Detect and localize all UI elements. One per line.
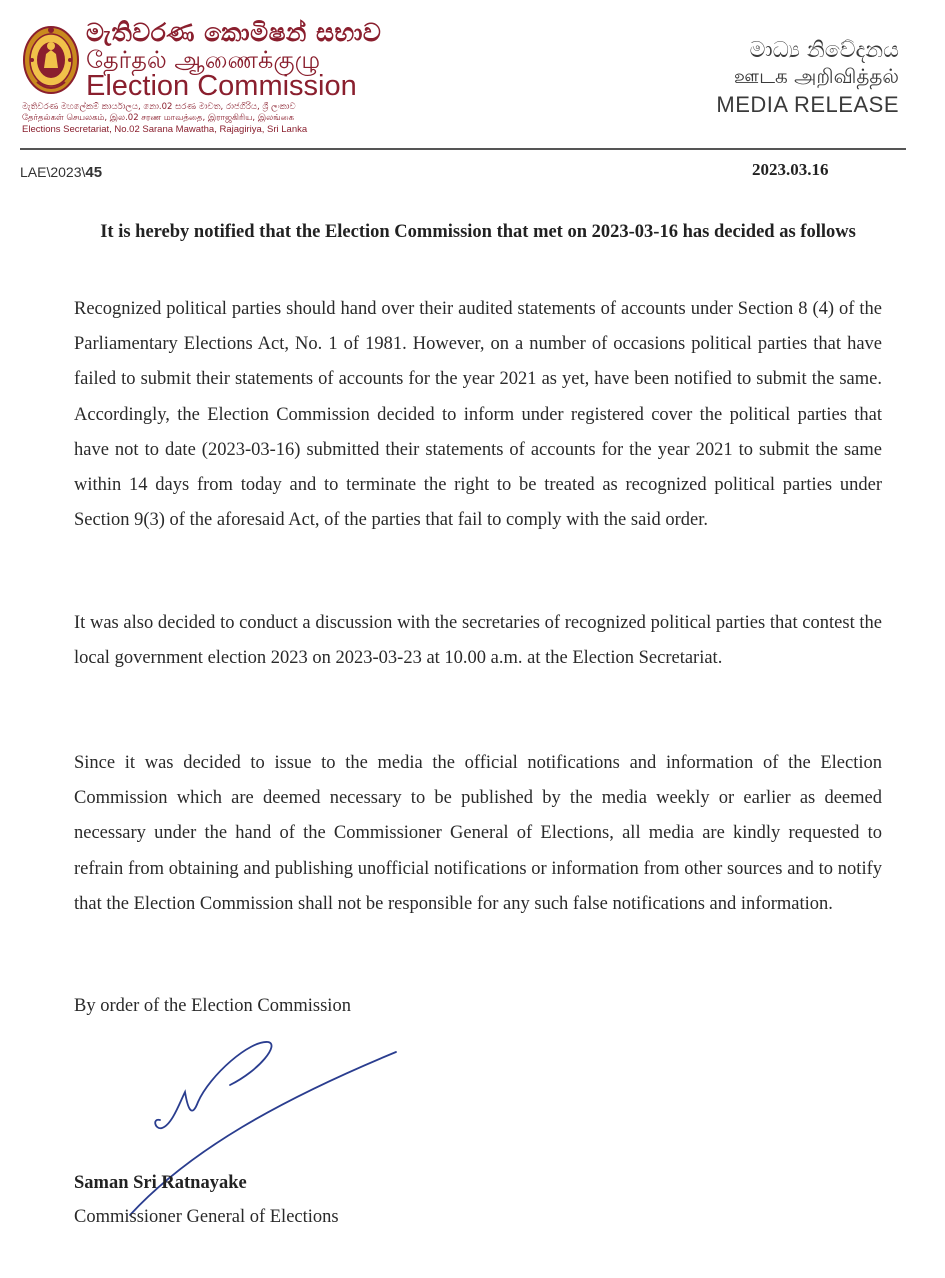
release-date: 2023.03.16 <box>752 160 829 179</box>
sri-lanka-emblem-icon <box>20 22 82 100</box>
reference-prefix: LAE\2023\ <box>20 164 86 180</box>
signer-name: Saman Sri Ratnayake <box>74 1173 247 1193</box>
address-sinhala: මැතිවරණ මහලේකම් කාර්යාලය, නො.02 සරණ මාවත, රාජගිරිය, ශ්‍රී ලංකාව <box>22 102 296 112</box>
paragraph-media: Since it was decided to issue to the media the official notifications and information of the Election Commission which are deemed necessary to be published by the media weekly or earlier as deemed necessary under the hand of the Commissioner General of Elections, all media are kindly requested to refrain from obtaining and publishing unofficial notifications or information from other sources and to notify that the Election Commission shall not be responsible for any such false notifications and information. <box>74 753 882 914</box>
header-divider <box>20 148 906 150</box>
media-release-sinhala: මාධ්‍ය නිවේදනය <box>749 38 899 63</box>
signer-title: Commissioner General of Elections <box>74 1207 339 1227</box>
letterhead <box>0 0 945 160</box>
org-name-tamil: தேர்தல் ஆணைக்குழு <box>86 46 321 74</box>
reference-serial: 45 <box>85 164 103 181</box>
media-release-english: MEDIA RELEASE <box>716 92 899 117</box>
paragraph-discussion: It was also decided to conduct a discussion with the secretaries of recognized political parties that contest the local government election 2023 on 2023-03-23 at 10.00 a.m. at the Election Secretariat. <box>74 613 882 669</box>
closing-line: By order of the Election Commission <box>74 996 351 1016</box>
address-tamil: தேர்தல்கள் செயலகம், இல.02 சரண மாவத்தை, இராஜகிரிய, இலங்கை <box>22 113 295 123</box>
org-name-english: Election Commission <box>86 70 357 102</box>
paragraph-accounts: Recognized political parties should hand over their audited statements of accounts under Section 8 (4) of the Parliamentary Elections Act, No. 1 of 1981. However, on a number of occasions political parties that have failed to submit their statements of accounts for the year 2021 as yet, have been notified to submit the same. Accordingly, the Election Commission decided to inform under registered cover the political parties that have not to date (2023-03-16) submitted their statements of accounts for the year 2021 to submit the same within 14 days from today and to terminate the right to be treated as recognized political parties under Section 9(3) of the aforesaid Act, of the parties that fail to comply with the said order. <box>74 299 882 531</box>
reference-number <box>20 164 102 181</box>
org-name-sinhala: මැතිවරණ කොමිෂන් සභාව <box>86 18 382 47</box>
media-release-tamil: ஊடக அறிவித்தல் <box>733 64 899 88</box>
notice-title: It is hereby notified that the Election Commission that met on 2023-03-16 has decided as follows <box>100 222 856 242</box>
address-english: Elections Secretariat, No.02 Sarana Mawatha, Rajagiriya, Sri Lanka <box>22 124 308 135</box>
